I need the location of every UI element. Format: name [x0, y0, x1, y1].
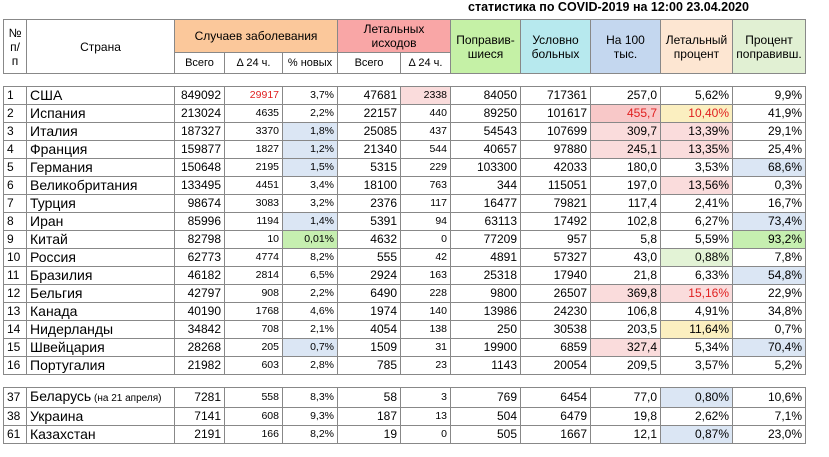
table-row — [4, 159, 806, 177]
deaths-total-cell: 4632 — [338, 231, 401, 249]
active-cell: 107699 — [521, 123, 591, 141]
country-label: Бразилия — [30, 267, 93, 283]
table-row — [4, 339, 806, 357]
table-row — [4, 267, 806, 285]
spacer-row — [4, 375, 806, 388]
subheader-cases-total: Всего — [175, 53, 225, 74]
table-row — [4, 123, 806, 141]
subheader-cases-new-pct: % новых — [283, 53, 338, 74]
cases-24h-cell: 603 — [225, 357, 283, 375]
cases-total-cell: 187327 — [175, 123, 225, 141]
country-label: Нидерланды — [30, 321, 114, 337]
active-cell: 30538 — [521, 321, 591, 339]
cases-24h-cell: 29917 — [225, 87, 283, 105]
cases-total-cell: 7141 — [175, 408, 225, 426]
deaths-total-cell: 19 — [338, 426, 401, 444]
recovered-cell: 16477 — [451, 195, 521, 213]
country-label: Иран — [30, 213, 64, 229]
lethal-pct-cell: 13,56% — [661, 177, 733, 195]
deaths-total-cell: 2924 — [338, 267, 401, 285]
cases-new-pct-cell: 0,7% — [283, 339, 338, 357]
row-number: 11 — [4, 267, 27, 285]
table-row — [4, 321, 806, 339]
cases-total-cell: 42797 — [175, 285, 225, 303]
country-name — [27, 249, 175, 267]
row-number: 14 — [4, 321, 27, 339]
deaths-24h-cell: 13 — [401, 408, 451, 426]
cases-new-pct-cell: 9,3% — [283, 408, 338, 426]
active-cell: 957 — [521, 231, 591, 249]
per-100k-cell: 245,1 — [591, 141, 661, 159]
row-number: 8 — [4, 213, 27, 231]
cases-24h-cell: 2195 — [225, 159, 283, 177]
cases-total-cell: 21982 — [175, 357, 225, 375]
cases-new-pct-cell: 3,7% — [283, 87, 338, 105]
per-100k-cell: 257,0 — [591, 87, 661, 105]
recovered-cell: 4891 — [451, 249, 521, 267]
cases-24h-cell: 3083 — [225, 195, 283, 213]
country-name — [27, 388, 175, 408]
deaths-total-cell: 47681 — [338, 87, 401, 105]
per-100k-cell: 180,0 — [591, 159, 661, 177]
cases-new-pct-cell: 8,3% — [283, 388, 338, 408]
table-row — [4, 285, 806, 303]
row-number: 15 — [4, 339, 27, 357]
deaths-total-cell: 21340 — [338, 141, 401, 159]
header-recovered: Поправив-шиеся — [451, 20, 521, 74]
lethal-pct-cell: 11,64% — [661, 321, 733, 339]
active-cell: 24230 — [521, 303, 591, 321]
country-label: Россия — [30, 249, 76, 265]
header-lethal-pct: Летальный процент — [661, 20, 733, 74]
country-label: Швейцария — [30, 339, 105, 355]
row-number: 16 — [4, 357, 27, 375]
cases-24h-cell: 166 — [225, 426, 283, 444]
header-country: Страна — [27, 20, 175, 74]
deaths-total-cell: 2376 — [338, 195, 401, 213]
cases-new-pct-cell: 0,01% — [283, 231, 338, 249]
row-number: 10 — [4, 249, 27, 267]
country-name — [27, 105, 175, 123]
cases-total-cell: 849092 — [175, 87, 225, 105]
table-row — [4, 388, 806, 408]
cases-new-pct-cell: 1,8% — [283, 123, 338, 141]
table-row — [4, 231, 806, 249]
lethal-pct-cell: 10,40% — [661, 105, 733, 123]
country-label: Испания — [30, 105, 86, 121]
cases-total-cell: 133495 — [175, 177, 225, 195]
row-number: 2 — [4, 105, 27, 123]
active-cell: 1667 — [521, 426, 591, 444]
deaths-24h-cell: 163 — [401, 267, 451, 285]
deaths-24h-cell: 140 — [401, 303, 451, 321]
deaths-total-cell: 555 — [338, 249, 401, 267]
per-100k-cell: 455,7 — [591, 105, 661, 123]
deaths-total-cell: 1974 — [338, 303, 401, 321]
row-number: 4 — [4, 141, 27, 159]
table-row — [4, 195, 806, 213]
lethal-pct-cell: 2,41% — [661, 195, 733, 213]
active-cell: 57327 — [521, 249, 591, 267]
deaths-total-cell: 187 — [338, 408, 401, 426]
header-deaths: Летальных исходов — [338, 20, 451, 53]
recovered-cell: 769 — [451, 388, 521, 408]
recovered-pct-cell: 16,7% — [733, 195, 806, 213]
recovered-cell: 9800 — [451, 285, 521, 303]
country-label: Украина — [30, 408, 84, 424]
active-cell: 97880 — [521, 141, 591, 159]
recovered-cell: 13986 — [451, 303, 521, 321]
header-cases: Случаев заболевания — [175, 20, 338, 53]
deaths-24h-cell: 3 — [401, 388, 451, 408]
country-label: Китай — [30, 231, 68, 247]
country-name — [27, 339, 175, 357]
country-label: Турция — [30, 195, 76, 211]
per-100k-cell: 5,8 — [591, 231, 661, 249]
cases-total-cell: 159877 — [175, 141, 225, 159]
recovered-pct-cell: 0,3% — [733, 177, 806, 195]
cases-new-pct-cell: 2,2% — [283, 285, 338, 303]
covid-stats-table — [3, 19, 806, 444]
active-cell: 6454 — [521, 388, 591, 408]
spacer-cell — [4, 375, 806, 388]
lethal-pct-cell: 15,16% — [661, 285, 733, 303]
lethal-pct-cell: 4,91% — [661, 303, 733, 321]
lethal-pct-cell: 2,62% — [661, 408, 733, 426]
recovered-pct-cell: 34,8% — [733, 303, 806, 321]
country-label: Бельгия — [30, 285, 83, 301]
per-100k-cell: 309,7 — [591, 123, 661, 141]
country-name — [27, 321, 175, 339]
deaths-24h-cell: 229 — [401, 159, 451, 177]
recovered-cell: 103300 — [451, 159, 521, 177]
cases-new-pct-cell: 3,4% — [283, 177, 338, 195]
country-name — [27, 408, 175, 426]
table-row — [4, 87, 806, 105]
main-rows — [4, 74, 806, 444]
recovered-cell: 63113 — [451, 213, 521, 231]
cases-24h-cell: 10 — [225, 231, 283, 249]
table-row — [4, 303, 806, 321]
recovered-cell: 504 — [451, 408, 521, 426]
deaths-24h-cell: 437 — [401, 123, 451, 141]
recovered-cell: 344 — [451, 177, 521, 195]
recovered-pct-cell: 68,6% — [733, 159, 806, 177]
cases-new-pct-cell: 1,5% — [283, 159, 338, 177]
subheader-deaths-total: Всего — [338, 53, 401, 74]
active-cell: 6859 — [521, 339, 591, 357]
recovered-pct-cell: 7,8% — [733, 249, 806, 267]
active-cell: 26507 — [521, 285, 591, 303]
country-label: Германия — [30, 159, 93, 175]
country-name — [27, 141, 175, 159]
recovered-pct-cell: 9,9% — [733, 87, 806, 105]
row-number: 61 — [4, 426, 27, 444]
country-label: Италия — [30, 123, 78, 139]
cases-24h-cell: 608 — [225, 408, 283, 426]
active-cell: 115051 — [521, 177, 591, 195]
active-cell: 101617 — [521, 105, 591, 123]
table-row — [4, 177, 806, 195]
per-100k-cell: 12,1 — [591, 426, 661, 444]
cases-total-cell: 62773 — [175, 249, 225, 267]
cases-24h-cell: 205 — [225, 339, 283, 357]
recovered-pct-cell: 93,2% — [733, 231, 806, 249]
deaths-total-cell: 58 — [338, 388, 401, 408]
country-name — [27, 213, 175, 231]
table-row — [4, 408, 806, 426]
cases-new-pct-cell: 4,6% — [283, 303, 338, 321]
recovered-cell: 505 — [451, 426, 521, 444]
cases-total-cell: 2191 — [175, 426, 225, 444]
recovered-pct-cell: 25,4% — [733, 141, 806, 159]
row-number: 9 — [4, 231, 27, 249]
header-num: № п/п — [4, 20, 27, 74]
country-label: США — [30, 87, 63, 103]
row-number: 37 — [4, 388, 27, 408]
recovered-cell: 84050 — [451, 87, 521, 105]
lethal-pct-cell: 0,88% — [661, 249, 733, 267]
table-row — [4, 105, 806, 123]
deaths-total-cell: 5391 — [338, 213, 401, 231]
recovered-pct-cell: 7,1% — [733, 408, 806, 426]
deaths-24h-cell: 31 — [401, 339, 451, 357]
deaths-total-cell: 22157 — [338, 105, 401, 123]
deaths-24h-cell: 0 — [401, 426, 451, 444]
row-number: 1 — [4, 87, 27, 105]
row-number: 38 — [4, 408, 27, 426]
recovered-pct-cell: 73,4% — [733, 213, 806, 231]
per-100k-cell: 106,8 — [591, 303, 661, 321]
table-row — [4, 141, 806, 159]
country-name — [27, 303, 175, 321]
per-100k-cell: 369,8 — [591, 285, 661, 303]
cases-total-cell: 98674 — [175, 195, 225, 213]
per-100k-cell: 19,8 — [591, 408, 661, 426]
deaths-24h-cell: 228 — [401, 285, 451, 303]
recovered-pct-cell: 10,6% — [733, 388, 806, 408]
table-row — [4, 213, 806, 231]
lethal-pct-cell: 6,33% — [661, 267, 733, 285]
lethal-pct-cell: 13,39% — [661, 123, 733, 141]
active-cell: 17940 — [521, 267, 591, 285]
per-100k-cell: 327,4 — [591, 339, 661, 357]
cases-total-cell: 82798 — [175, 231, 225, 249]
row-number: 5 — [4, 159, 27, 177]
country-name — [27, 267, 175, 285]
deaths-total-cell: 785 — [338, 357, 401, 375]
recovered-pct-cell: 29,1% — [733, 123, 806, 141]
cases-24h-cell: 558 — [225, 388, 283, 408]
cases-24h-cell: 3370 — [225, 123, 283, 141]
cases-total-cell: 46182 — [175, 267, 225, 285]
cases-total-cell: 34842 — [175, 321, 225, 339]
country-name — [27, 123, 175, 141]
cases-24h-cell: 908 — [225, 285, 283, 303]
table-row — [4, 357, 806, 375]
cases-24h-cell: 4451 — [225, 177, 283, 195]
row-number: 12 — [4, 285, 27, 303]
lethal-pct-cell: 0,80% — [661, 388, 733, 408]
active-cell: 79821 — [521, 195, 591, 213]
lethal-pct-cell: 3,53% — [661, 159, 733, 177]
deaths-24h-cell: 94 — [401, 213, 451, 231]
active-cell: 20054 — [521, 357, 591, 375]
lethal-pct-cell: 0,87% — [661, 426, 733, 444]
row-number: 7 — [4, 195, 27, 213]
deaths-24h-cell: 23 — [401, 357, 451, 375]
deaths-24h-cell: 2338 — [401, 87, 451, 105]
recovered-cell: 54543 — [451, 123, 521, 141]
country-name — [27, 285, 175, 303]
deaths-total-cell: 1509 — [338, 339, 401, 357]
deaths-24h-cell: 117 — [401, 195, 451, 213]
country-name — [27, 195, 175, 213]
subheader-deaths-24h: Δ 24 ч. — [401, 53, 451, 74]
cases-new-pct-cell: 1,2% — [283, 141, 338, 159]
country-name — [27, 426, 175, 444]
cases-new-pct-cell: 8,2% — [283, 249, 338, 267]
cases-new-pct-cell: 1,4% — [283, 213, 338, 231]
country-label: Франция — [30, 141, 88, 157]
lethal-pct-cell: 5,59% — [661, 231, 733, 249]
country-name — [27, 87, 175, 105]
recovered-cell: 40657 — [451, 141, 521, 159]
deaths-total-cell: 4054 — [338, 321, 401, 339]
table-row — [4, 426, 806, 444]
cases-new-pct-cell: 2,2% — [283, 105, 338, 123]
lethal-pct-cell: 6,27% — [661, 213, 733, 231]
cases-24h-cell: 1194 — [225, 213, 283, 231]
header-recovered-pct: Процент поправивш. — [733, 20, 806, 74]
cases-total-cell: 40190 — [175, 303, 225, 321]
header-per100k: На 100 тыс. — [591, 20, 661, 74]
country-label: Канада — [30, 303, 78, 319]
lethal-pct-cell: 3,57% — [661, 357, 733, 375]
recovered-cell: 77209 — [451, 231, 521, 249]
cases-total-cell: 7281 — [175, 388, 225, 408]
per-100k-cell: 209,5 — [591, 357, 661, 375]
recovered-cell: 25318 — [451, 267, 521, 285]
header-active: Условно больных — [521, 20, 591, 74]
per-100k-cell: 102,8 — [591, 213, 661, 231]
active-cell: 717361 — [521, 87, 591, 105]
cases-total-cell: 213024 — [175, 105, 225, 123]
row-number: 6 — [4, 177, 27, 195]
table-row — [4, 249, 806, 267]
cases-24h-cell: 1827 — [225, 141, 283, 159]
country-label: Португалия — [30, 357, 106, 373]
per-100k-cell: 77,0 — [591, 388, 661, 408]
cases-24h-cell: 708 — [225, 321, 283, 339]
recovered-pct-cell: 5,2% — [733, 357, 806, 375]
deaths-24h-cell: 138 — [401, 321, 451, 339]
country-name — [27, 177, 175, 195]
page-title: статистика по COVID-2019 на 12:00 23.04.2020 — [468, 0, 749, 14]
subheader-cases-24h: Δ 24 ч. — [225, 53, 283, 74]
cases-total-cell: 150648 — [175, 159, 225, 177]
cases-new-pct-cell: 2,8% — [283, 357, 338, 375]
country-name — [27, 159, 175, 177]
per-100k-cell: 43,0 — [591, 249, 661, 267]
country-label: Казахстан — [30, 426, 96, 442]
per-100k-cell: 203,5 — [591, 321, 661, 339]
lethal-pct-cell: 5,62% — [661, 87, 733, 105]
recovered-pct-cell: 0,7% — [733, 321, 806, 339]
lethal-pct-cell: 5,34% — [661, 339, 733, 357]
country-label: Беларусь — [30, 388, 92, 404]
recovered-pct-cell: 22,9% — [733, 285, 806, 303]
lethal-pct-cell: 13,35% — [661, 141, 733, 159]
deaths-total-cell: 6490 — [338, 285, 401, 303]
country-name — [27, 231, 175, 249]
recovered-pct-cell: 41,9% — [733, 105, 806, 123]
deaths-24h-cell: 42 — [401, 249, 451, 267]
deaths-total-cell: 5315 — [338, 159, 401, 177]
deaths-24h-cell: 0 — [401, 231, 451, 249]
active-cell: 6479 — [521, 408, 591, 426]
cases-24h-cell: 4774 — [225, 249, 283, 267]
spacer-cell — [4, 74, 806, 87]
header-row — [4, 20, 806, 53]
recovered-cell: 1143 — [451, 357, 521, 375]
spacer-row — [4, 74, 806, 87]
country-name — [27, 357, 175, 375]
recovered-cell: 250 — [451, 321, 521, 339]
cases-24h-cell: 1768 — [225, 303, 283, 321]
deaths-24h-cell: 544 — [401, 141, 451, 159]
recovered-pct-cell: 54,8% — [733, 267, 806, 285]
recovered-cell: 19900 — [451, 339, 521, 357]
deaths-24h-cell: 763 — [401, 177, 451, 195]
country-label: Великобритания — [30, 177, 138, 193]
country-note: (на 21 апреля) — [91, 393, 162, 404]
recovered-cell: 89250 — [451, 105, 521, 123]
cases-24h-cell: 2814 — [225, 267, 283, 285]
cases-new-pct-cell: 3,2% — [283, 195, 338, 213]
per-100k-cell: 197,0 — [591, 177, 661, 195]
deaths-total-cell: 18100 — [338, 177, 401, 195]
per-100k-cell: 21,8 — [591, 267, 661, 285]
cases-new-pct-cell: 2,1% — [283, 321, 338, 339]
deaths-24h-cell: 440 — [401, 105, 451, 123]
per-100k-cell: 117,4 — [591, 195, 661, 213]
cases-24h-cell: 4635 — [225, 105, 283, 123]
cases-total-cell: 28268 — [175, 339, 225, 357]
active-cell: 17492 — [521, 213, 591, 231]
recovered-pct-cell: 70,4% — [733, 339, 806, 357]
cases-new-pct-cell: 8,2% — [283, 426, 338, 444]
deaths-total-cell: 25085 — [338, 123, 401, 141]
cases-new-pct-cell: 6,5% — [283, 267, 338, 285]
recovered-pct-cell: 23,0% — [733, 426, 806, 444]
row-number: 13 — [4, 303, 27, 321]
row-number: 3 — [4, 123, 27, 141]
cases-total-cell: 85996 — [175, 213, 225, 231]
active-cell: 42033 — [521, 159, 591, 177]
